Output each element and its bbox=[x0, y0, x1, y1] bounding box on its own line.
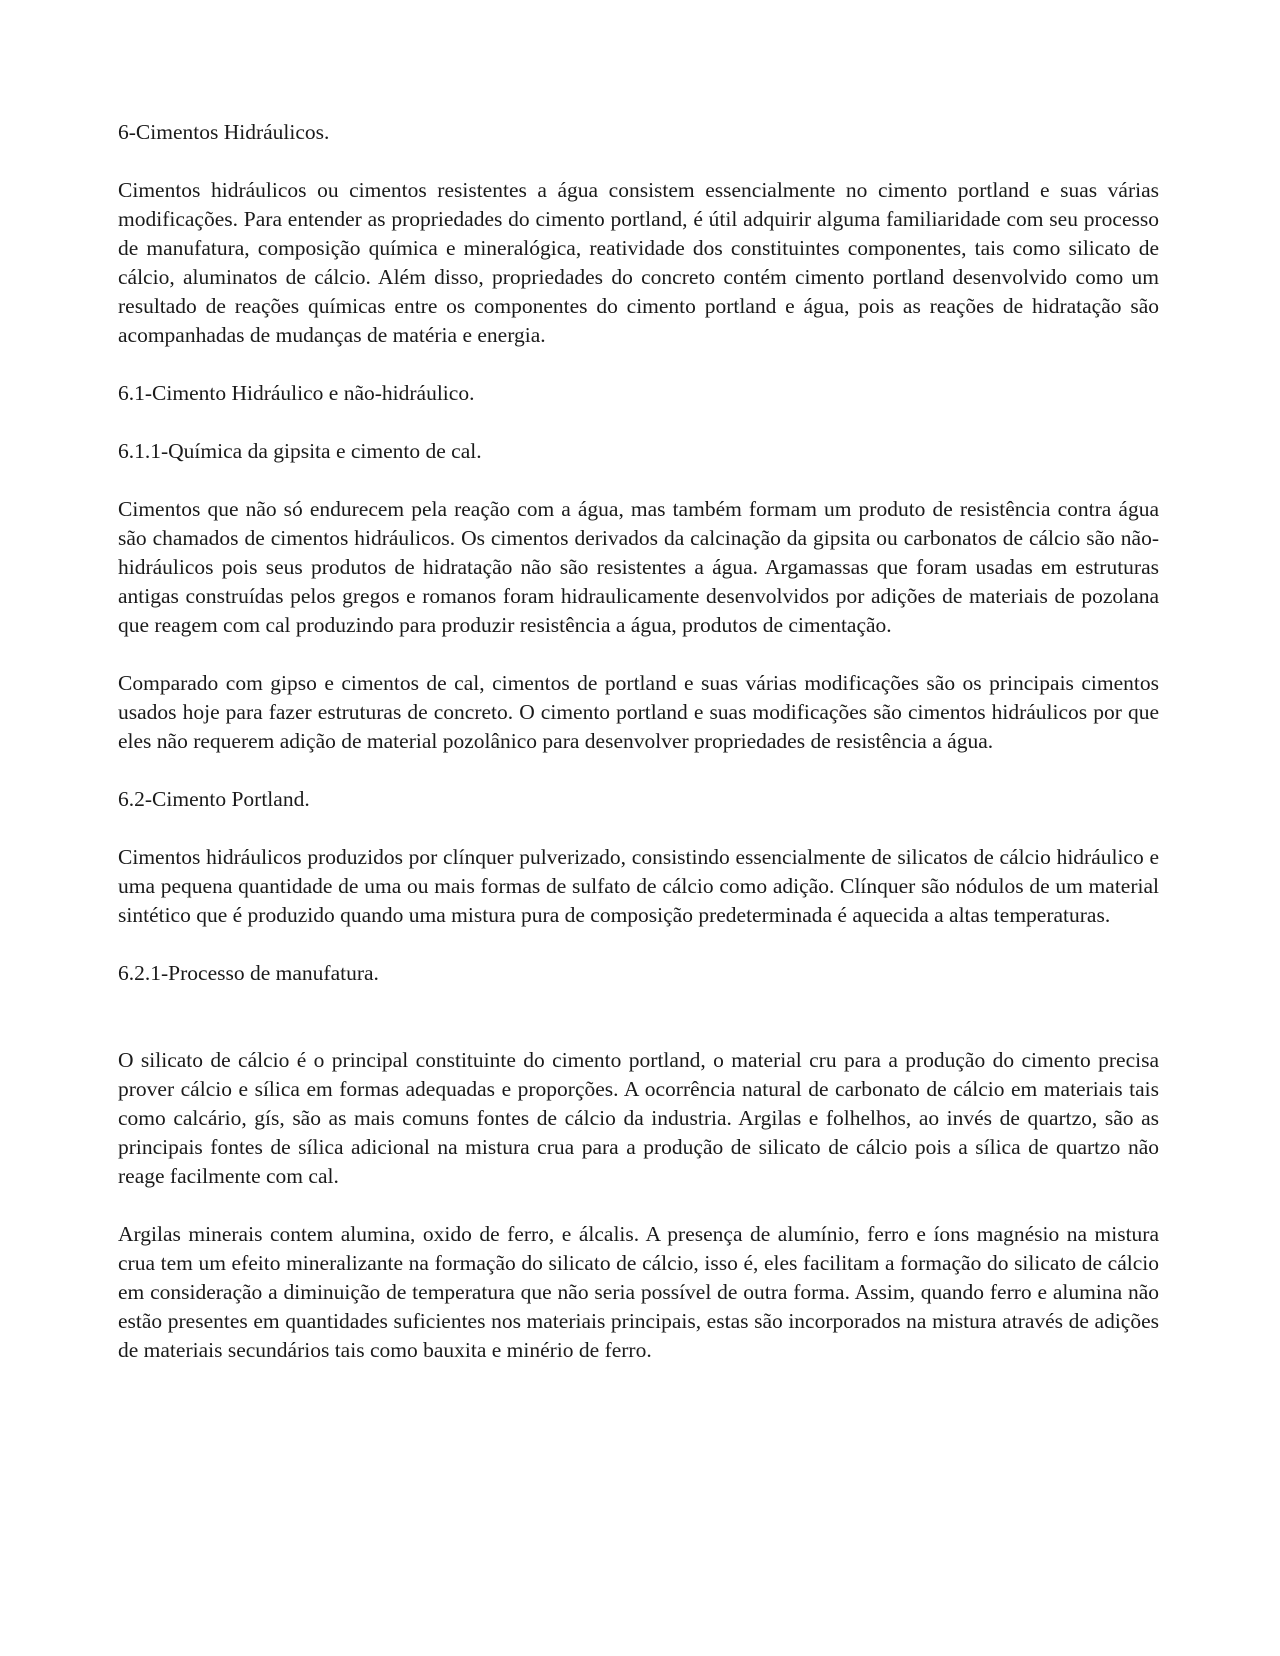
document-page bbox=[118, 118, 1159, 1394]
paragraph-calcium-silicate: O silicato de cálcio é o principal constituinte do cimento portland, o material cru para a produção do cimento precisa prover cálcio e sílica em formas adequadas e proporções. A ocorrência natural de carbonato de cálcio em materiais tais como calcário, gís, são as mais comuns fontes de cálcio da industria. Argilas e folhelhos, ao invés de quartzo, são as principais fontes de sílica adicional na mistura crua para a produção de silicato de cálcio pois a sílica de quartzo não reage facilmente com cal. bbox=[118, 1048, 1159, 1188]
section-heading-6-2-1: 6.2.1-Processo de manufatura. bbox=[118, 961, 379, 985]
paragraph-portland-comparison: Comparado com gipso e cimentos de cal, cimentos de portland e suas várias modificações são os principais cimentos usados hoje para fazer estruturas de concreto. O cimento portland e suas modificações são cimentos hidráulicos por que eles não requerem adição de material pozolânico para desenvolver propriedades de resistência a água. bbox=[118, 671, 1159, 753]
paragraph-clay-minerals: Argilas minerais contem alumina, oxido de ferro, e álcalis. A presença de alumínio, ferro e íons magnésio na mistura crua tem um efeito mineralizante na formação do silicato de cálcio, isso é, eles facilitam a formação do silicato de cálcio em consideração a diminuição de temperatura que não seria possível de outra forma. Assim, quando ferro e alumina não estão presentes em quantidades suficientes nos materiais principais, estas são incorporados na mistura através de adições de materiais secundários tais como bauxita e minério de ferro. bbox=[118, 1222, 1159, 1362]
section-heading-6-1-1: 6.1.1-Química da gipsita e cimento de cal. bbox=[118, 439, 482, 463]
paragraph-portland-definition: Cimentos hidráulicos produzidos por clínquer pulverizado, consistindo essencialmente de silicatos de cálcio hidráulico e uma pequena quantidade de uma ou mais formas de sulfato de cálcio como adição. Clínquer são nódulos de um material sintético que é produzido quando uma mistura pura de composição predeterminada é aquecida a altas temperaturas. bbox=[118, 845, 1159, 927]
section-heading-6-1: 6.1-Cimento Hidráulico e não-hidráulico. bbox=[118, 381, 475, 405]
section-heading-6-2: 6.2-Cimento Portland. bbox=[118, 787, 310, 811]
paragraph-hydraulic-cements-intro: Cimentos hidráulicos ou cimentos resistentes a água consistem essencialmente no cimento portland e suas várias modificações. Para entender as propriedades do cimento portland, é útil adquirir alguma familiaridade com seu processo de manufatura, composição química e mineralógica, reatividade dos constituintes componentes, tais como silicato de cálcio, aluminatos de cálcio. Além disso, propriedades do concreto contém cimento portland desenvolvido como um resultado de reações químicas entre os componentes do cimento portland e água, pois as reações de hidratação são acompanhadas de mudanças de matéria e energia. bbox=[118, 178, 1159, 347]
section-heading-6: 6-Cimentos Hidráulicos. bbox=[118, 120, 330, 144]
paragraph-hydraulic-definition: Cimentos que não só endurecem pela reação com a água, mas também formam um produto de resistência contra água são chamados de cimentos hidráulicos. Os cimentos derivados da calcinação da gipsita ou carbonatos de cálcio são não-hidráulicos pois seus produtos de hidratação não são resistentes a água. Argamassas que foram usadas em estruturas antigas construídas pelos gregos e romanos foram hidraulicamente desenvolvidos por adições de materiais de pozolana que reagem com cal produzindo para produzir resistência a água, produtos de cimentação. bbox=[118, 497, 1159, 637]
